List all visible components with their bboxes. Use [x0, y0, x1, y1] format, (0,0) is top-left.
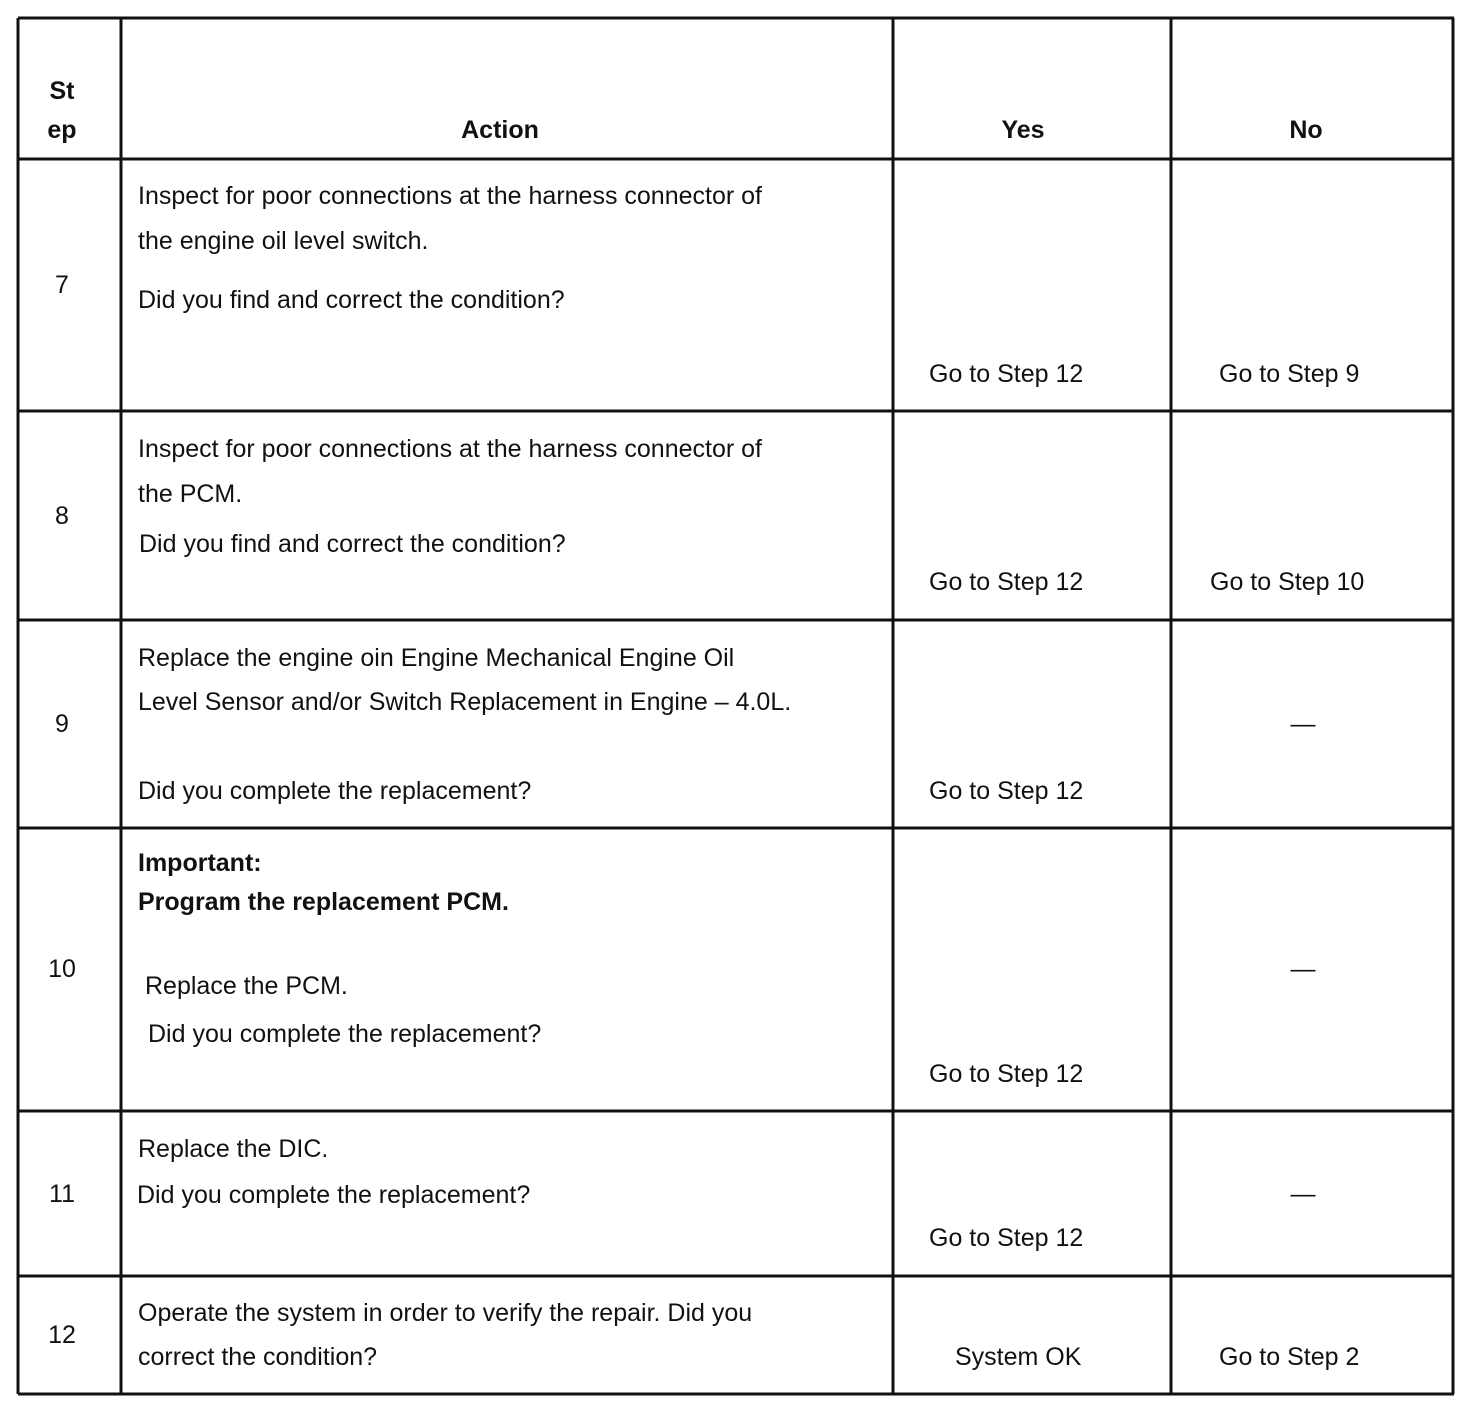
action-line: Replace the PCM.	[145, 972, 348, 1000]
action-line: the PCM.	[138, 480, 243, 508]
action-line: Inspect for poor connections at the harness connector of	[138, 182, 762, 210]
yes-result: Go to Step 12	[929, 777, 1084, 805]
action-question: Did you find and correct the condition?	[139, 530, 566, 558]
important-label: Important:	[138, 849, 262, 877]
action-line: Inspect for poor connections at the harness connector of	[138, 435, 762, 463]
action-line: Replace the engine oin Engine Mechanical Engine Oil	[138, 644, 735, 672]
header-yes: Yes	[1001, 116, 1045, 144]
header-step-line1: St	[49, 77, 75, 105]
action-line: Replace the DIC.	[138, 1135, 329, 1163]
action-question: correct the condition?	[138, 1343, 378, 1371]
no-result: Go to Step 9	[1219, 360, 1360, 388]
action-question: Did you find and correct the condition?	[138, 286, 565, 314]
yes-result: Go to Step 12	[929, 568, 1084, 596]
action-question: Did you complete the replacement?	[148, 1020, 542, 1048]
action-line: Operate the system in order to verify the repair. Did you	[138, 1299, 753, 1327]
yes-result: System OK	[955, 1343, 1082, 1371]
step-number: 8	[55, 502, 69, 530]
header-no: No	[1289, 116, 1323, 144]
step-number: 12	[48, 1321, 76, 1349]
yes-result: Go to Step 12	[929, 360, 1084, 388]
action-question: Did you complete the replacement?	[138, 777, 532, 805]
action-line: the engine oil level switch.	[138, 227, 429, 255]
yes-result: Go to Step 12	[929, 1060, 1084, 1088]
header-action: Action	[461, 116, 539, 144]
no-result: —	[1290, 710, 1316, 738]
yes-result: Go to Step 12	[929, 1224, 1084, 1252]
action-line: Level Sensor and/or Switch Replacement in Engine – 4.0L.	[138, 688, 792, 716]
action-question: Did you complete the replacement?	[137, 1181, 531, 1209]
no-result: —	[1290, 955, 1316, 983]
header-step-line2: ep	[47, 116, 77, 144]
step-number: 11	[49, 1180, 75, 1208]
step-number: 7	[55, 271, 69, 299]
no-result: —	[1290, 1180, 1316, 1208]
no-result: Go to Step 2	[1219, 1343, 1360, 1371]
important-note: Program the replacement PCM.	[138, 888, 509, 916]
no-result: Go to Step 10	[1210, 568, 1365, 596]
step-number: 9	[55, 710, 69, 738]
step-number: 10	[48, 955, 76, 983]
